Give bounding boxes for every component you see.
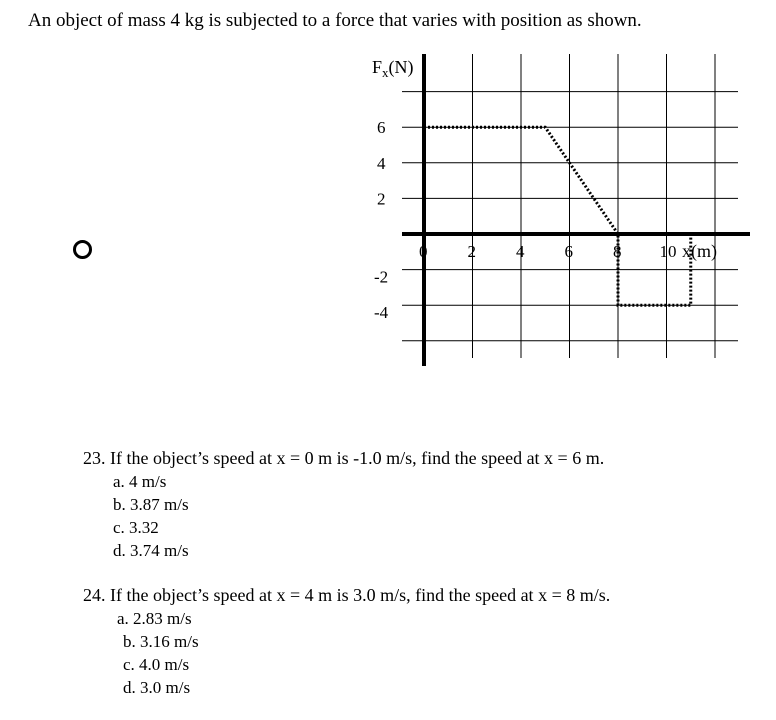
q23-option-a[interactable]: a. 4 m/s [113, 472, 167, 491]
q23-option-b[interactable]: b. 3.87 m/s [113, 495, 189, 514]
y-tick-label: 4 [377, 153, 386, 173]
q23-option-c[interactable]: c. 3.32 [113, 518, 159, 537]
x-tick-label: 8 [613, 242, 622, 261]
x-tick-label: 4 [516, 242, 525, 261]
q24-option-d[interactable]: d. 3.0 m/s [123, 678, 191, 697]
force-curve [424, 127, 691, 305]
x-tick-label: 6 [564, 242, 573, 261]
q23-option-d[interactable]: d. 3.74 m/s [113, 541, 189, 560]
y-tick-label: -2 [374, 267, 389, 287]
q24-option-a[interactable]: a. 2.83 m/s [117, 609, 192, 628]
y-tick-labels [374, 118, 389, 322]
question-23: 23. If the object’s speed at x = 0 m is -1.0 m/s, find the speed at x = 6 m. [83, 448, 605, 468]
y-tick-label: 2 [377, 189, 386, 209]
question-24: 24. If the object’s speed at x = 4 m is 3.0 m/s, find the speed at x = 8 m/s. [83, 585, 611, 605]
x-tick-label: 0 [419, 242, 428, 261]
q24-option-c[interactable]: c. 4.0 m/s [123, 655, 190, 674]
y-tick-label: -4 [374, 303, 389, 323]
q24-option-b[interactable]: b. 3.16 m/s [123, 632, 199, 651]
x-tick-label: 10 [659, 242, 677, 261]
chart-grid [402, 54, 738, 358]
x-tick-label: 2 [467, 242, 476, 261]
x-tick-labels [419, 242, 677, 261]
y-tick-label: 6 [377, 118, 386, 138]
x-axis-label: x(m) [682, 241, 717, 261]
y-axis-label: $F_x(N)$ [372, 57, 414, 80]
problem-statement: An object of mass 4 kg is subjected to a force that varies with position as shown. [28, 10, 642, 31]
